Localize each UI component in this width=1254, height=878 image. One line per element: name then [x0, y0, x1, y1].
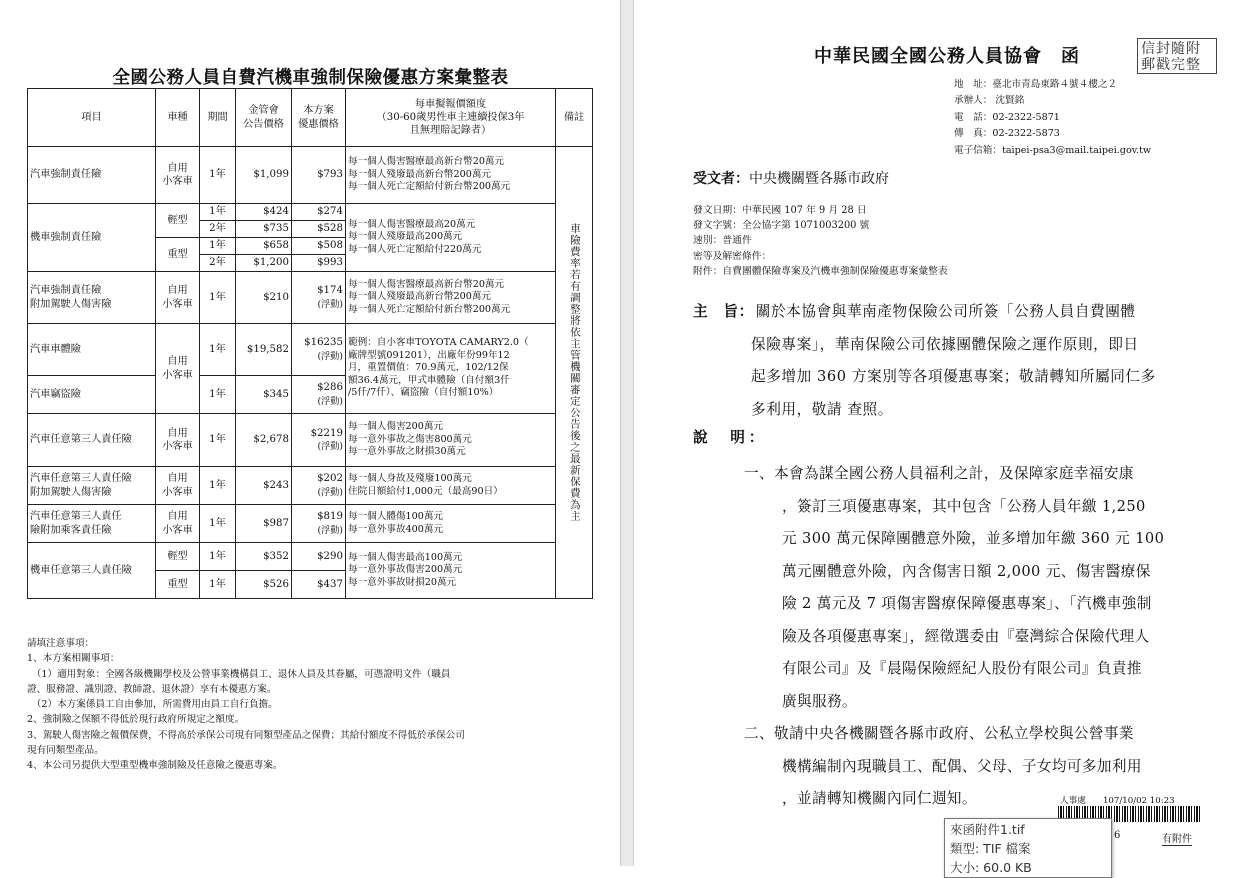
tooltip-size: 大小: 60.0 KB [950, 860, 1032, 875]
meta-date: 發文日期：中華民國 107 年 9 月 28 日 [693, 205, 867, 216]
contact-phone: 電 話：02-2322-5871 [954, 111, 1060, 123]
row-plan-price: $437 [292, 571, 346, 599]
item-number: 一、 [744, 465, 774, 482]
row-plan-price: $286 (浮動) [292, 376, 346, 414]
note-line: 4、本公司另提供大型重型機車強制險及任意險之優惠專案。 [27, 760, 283, 772]
letter-page [634, 0, 1254, 866]
note-line: 3、駕駛人傷害險之報價保費，不得高於承保公司現有同類型產品之保費；其給付額度不得低於承保公司 [27, 729, 465, 741]
row-vehicle: 自用 小客車 [156, 505, 200, 543]
contact-block [954, 77, 1151, 159]
contact-email: 電子信箱：taipei-psa3@mail.taipei.gov.tw [954, 144, 1152, 156]
row-plan-price: $819 (浮動) [292, 505, 346, 543]
table-row [28, 467, 593, 505]
table-row [28, 204, 593, 221]
row-plan-price: $793 [292, 147, 346, 204]
row-item: 汽車任意第三人責任險 [28, 414, 156, 467]
row-plan-price: $174 (浮動) [292, 272, 346, 324]
barcode-number: 6 [1114, 830, 1121, 841]
row-official-price: $210 [236, 272, 292, 324]
letter-heading: 中華民國全國公務人員協會 函 [814, 46, 1080, 67]
row-period: 1年 [200, 376, 236, 414]
row-vehicle: 輕型 [156, 543, 200, 571]
row-official-price: $735 [236, 221, 292, 238]
row-plan-price: $993 [292, 255, 346, 272]
contact-address: 地 址：臺北市青島東路４號４樓之２ [954, 79, 1118, 90]
table-title: 全國公務人員自費汽機車強制保險優惠方案彙整表 [112, 68, 509, 88]
row-coverage: 每一個人傷害醫療最高20萬元 每一個人殘廢最高200萬元 每一個人死亡定額給付220萬元 [346, 204, 556, 272]
row-period: 1年 [200, 571, 236, 599]
row-vehicle: 自用 小客車 [156, 147, 200, 204]
explanation-label: 說 明： [693, 429, 768, 446]
row-item: 汽車任意第三人責任險 附加駕駛人傷害險 [28, 467, 156, 505]
row-official-price: $1,099 [236, 147, 292, 204]
row-coverage: 每一個人體傷100萬元 每一意外事故400萬元 [346, 505, 556, 543]
subject-label: 主 旨： [693, 303, 754, 320]
row-item: 汽車任意第三人責任 險附加乘客責任險 [28, 505, 156, 543]
row-plan-price: $290 [292, 543, 346, 571]
row-period: 2年 [200, 221, 236, 238]
row-official-price: $345 [236, 376, 292, 414]
row-vehicle: 重型 [156, 238, 200, 272]
row-item: 汽車竊盜險 [28, 376, 156, 414]
item-number: 二、 [744, 725, 774, 742]
receipt-stamp: 人事處 107/10/02 10:23 [1060, 796, 1175, 806]
table-row [28, 505, 593, 543]
attachment-page [0, 0, 620, 866]
header-period: 期間 [200, 89, 236, 147]
row-coverage: 每一個人傷害醫療最高新台幣20萬元 每一個人殘廢最高新台幣200萬元 每一個人死亡定額給付新台幣200萬元 [346, 147, 556, 204]
header-coverage: 每車擬報價額度 （30-60歲男性車主連續投保3年 且無理賠記錄者） [346, 89, 556, 147]
note-line: 1、本方案相關事項： [27, 653, 120, 665]
contact-person: 承辦人： 沈賢銘 [954, 95, 1025, 107]
postmark-stamp: 信封隨附 郵戳完整 [1137, 38, 1217, 74]
attachment-mark: 有附件 [1162, 830, 1192, 846]
row-plan-price: $274 [292, 204, 346, 221]
row-item: 汽車強制責任險 附加駕駛人傷害險 [28, 272, 156, 324]
row-period: 1年 [200, 324, 236, 376]
meta-secrecy: 密等及解密條件： [693, 250, 772, 262]
row-official-price: $1,200 [236, 255, 292, 272]
row-period: 2年 [200, 255, 236, 272]
note-line: （2）本方案係員工自由參加，所需費用由員工自行負擔。 [27, 699, 278, 711]
row-vehicle: 自用 小客車 [156, 414, 200, 467]
row-plan-price: $2219 (浮動) [292, 414, 346, 467]
recipient: 受文者：中央機關暨各縣市政府 [693, 171, 889, 187]
table-row [28, 272, 593, 324]
header-vehicle: 車種 [156, 89, 200, 147]
row-official-price: $658 [236, 238, 292, 255]
explanation-items: 一、本會為謀全國公務人員福利之計，及保障家庭幸福安康 ，簽訂三項優惠專案，其中包含「公務人員年繳 1,250 元 300 萬元保障團體意外險，並多增加年繳 360 元 100 萬元團體意外險，內含傷害日額 2,000 元、傷害醫療保 險 2 萬元及 7 項傷害醫療保障優惠專案」、「汽機車強制 險及各項優惠專案」，經徵選委由『臺灣綜合保險代理人 有限公司』及『晨陽保險經紀人股份有限公司』負責推 廣與服務。 二、敬請中央各機關暨各縣市政府、公私立學校與公營事業 機構編制內現職員工、配偶、父母、子女均可多加利用 ，並請轉知機關內同仁週知。 [744, 465, 1165, 807]
row-official-price: $19,582 [236, 324, 292, 376]
subject-section: 主 旨： 關於本協會與華南產物保險公司所簽「公務人員自費團體 保險專案」，華南保險公司依據團體保險之運作原則，即日 起多增加 360 方案別等各項優惠專案；敬請轉知所屬同仁多 多利用，敬請 查照。 [693, 303, 1156, 418]
row-period: 1年 [200, 414, 236, 467]
table-row [28, 324, 593, 376]
row-plan-price: $508 [292, 238, 346, 255]
meta-number: 發文字號：全公協字第 1071003200 號 [693, 220, 870, 232]
row-period: 1年 [200, 505, 236, 543]
row-official-price: $352 [236, 543, 292, 571]
row-period: 1年 [200, 543, 236, 571]
row-coverage: 每一個人傷害最高100萬元 每一意外事故傷害200萬元 每一意外事故財損20萬元 [346, 543, 556, 599]
tooltip-type: 類型: TIF 檔案 [950, 841, 1031, 856]
notes-section [27, 636, 592, 774]
tooltip-filename: 來函附件1.tif [950, 822, 1025, 837]
row-item: 機車任意第三人責任險 [28, 543, 156, 599]
row-period: 1年 [200, 204, 236, 221]
note-line: 2、強制險之保額不得低於現行政府所規定之額度。 [27, 714, 245, 726]
meta-speed: 速別：普通件 [693, 235, 752, 247]
row-vehicle: 自用 小客車 [156, 324, 200, 414]
row-official-price: $243 [236, 467, 292, 505]
row-coverage: 每一個人傷害醫療最高新台幣20萬元 每一個人殘廢最高新台幣200萬元 每一個人死亡定額給付新台幣200萬元 [346, 272, 556, 324]
row-vehicle: 重型 [156, 571, 200, 599]
row-plan-price: $202 (浮動) [292, 467, 346, 505]
row-vehicle: 自用 小客車 [156, 272, 200, 324]
row-coverage: 每一個人身故及殘廢100萬元 住院日額給付1,000元（最高90日） [346, 467, 556, 505]
row-official-price: $987 [236, 505, 292, 543]
header-plan-price: 本方案 優惠價格 [292, 89, 346, 147]
header-remarks: 備註 [556, 89, 593, 147]
row-vehicle: 輕型 [156, 204, 200, 238]
row-official-price: $2,678 [236, 414, 292, 467]
contact-fax: 傳 真：02-2322-5873 [954, 128, 1060, 140]
header-official-price: 金管會 公告價格 [236, 89, 292, 147]
row-official-price: $526 [236, 571, 292, 599]
meta-attachment: 附件：自費團體保險專案及汽機車強制保險優惠專案彙整表 [693, 265, 948, 277]
note-line: 現有同類型產品。 [27, 745, 104, 757]
remarks-vertical: 車險費率若有調整將依主管機關審定公告後之最新保費為主 [556, 147, 593, 599]
row-plan-price: $16235 (浮動) [292, 324, 346, 376]
file-tooltip [944, 818, 1112, 878]
row-vehicle: 自用 小客車 [156, 467, 200, 505]
table-header-row [28, 89, 593, 147]
note-line: 證、服務證、識別證、教師證、退休證）享有本優惠方案。 [27, 683, 277, 695]
pane-divider[interactable] [620, 0, 634, 866]
row-period: 1年 [200, 147, 236, 204]
note-line: 請填注意事項： [27, 638, 95, 649]
insurance-table [27, 88, 593, 599]
row-item: 汽車車體險 [28, 324, 156, 376]
row-item: 機車強制責任險 [28, 204, 156, 272]
row-coverage: 範例：自小客車TOYOTA CAMARY2.0（ 廠牌型號091201），出廠年份99年12 月，重置價值：70.9萬元，102/12保 額36.4萬元，甲式車體險（自付額3仟 /5仟/7仟）、竊盜險（自付額10%） [346, 324, 556, 414]
header-item: 項目 [28, 89, 156, 147]
table-row [28, 414, 593, 467]
row-official-price: $424 [236, 204, 292, 221]
row-item: 汽車強制責任險 [28, 147, 156, 204]
row-period: 1年 [200, 467, 236, 505]
document-meta [693, 203, 948, 279]
note-line: （1）適用對象：全國各級機關學校及公營事業機構員工、退休人員及其眷屬，可憑證明文件（職員 [27, 668, 451, 680]
row-plan-price: $528 [292, 221, 346, 238]
row-period: 1年 [200, 238, 236, 255]
row-period: 1年 [200, 272, 236, 324]
table-row [28, 147, 593, 204]
row-coverage: 每一個人傷害200萬元 每一意外事故之傷害800萬元 每一意外事故之財損30萬元 [346, 414, 556, 467]
table-row [28, 543, 593, 571]
